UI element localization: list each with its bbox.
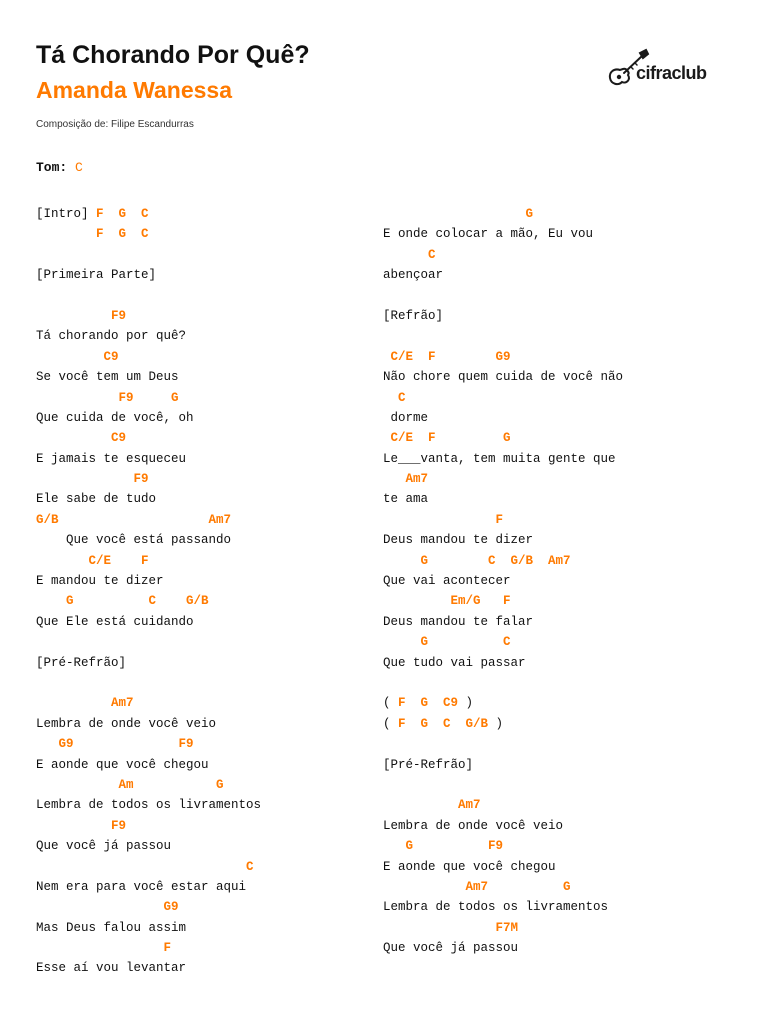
blank-line xyxy=(36,632,261,652)
chord-line[interactable]: C/E F G9 xyxy=(383,349,511,364)
lyric-line: Deus mandou te dizer xyxy=(383,533,534,548)
chord-line[interactable]: C xyxy=(383,390,406,405)
section-heading: [Pré-Refrão] xyxy=(383,757,474,772)
blank-line xyxy=(383,286,623,306)
chord-line[interactable]: C/E F xyxy=(36,553,149,568)
chord-line[interactable]: F9 xyxy=(36,472,149,487)
song-title: Tá Chorando Por Quê? xyxy=(36,41,310,69)
chord-line[interactable]: G xyxy=(383,207,534,221)
chord-line[interactable]: Am7 G xyxy=(383,879,571,894)
lyric-line: Nem era para você estar aqui xyxy=(36,879,247,894)
artist-name[interactable]: Amanda Wanessa xyxy=(36,77,232,103)
lyric-line: Que tudo vai passar xyxy=(383,655,526,670)
lyric-line: Deus mandou te falar xyxy=(383,614,534,629)
lyric-line: Não chore quem cuida de você não xyxy=(383,370,624,385)
chord-line[interactable]: C xyxy=(36,859,254,874)
lyric-line: Que Ele está cuidando xyxy=(36,614,194,629)
chord-group[interactable]: F G C G/B xyxy=(398,716,489,731)
chord-progression-line xyxy=(383,693,623,713)
chord-sheet-left-column xyxy=(36,204,261,979)
logo-text: cifraclub xyxy=(636,63,707,83)
lyric-line: Que vai acontecer xyxy=(383,574,511,589)
chord-line[interactable]: C xyxy=(383,247,436,262)
lyric-line: Mas Deus falou assim xyxy=(36,920,187,935)
lyric-line: Que você já passou xyxy=(383,941,519,956)
blank-line xyxy=(383,734,623,754)
chord-line[interactable]: F G C xyxy=(36,227,149,242)
chord-line[interactable]: C9 xyxy=(36,431,127,446)
lyric-line: Lembra de todos os livramentos xyxy=(36,798,262,813)
blank-line xyxy=(383,326,623,346)
section-heading: [Primeira Parte] xyxy=(36,268,157,283)
blank-line xyxy=(36,245,261,265)
blank-line xyxy=(36,673,261,693)
chord-line[interactable]: Em/G F xyxy=(383,594,511,609)
lyric-line: Que você está passando xyxy=(36,533,232,548)
chord-progression-line xyxy=(36,204,261,224)
chord-line[interactable]: G C G/B Am7 xyxy=(383,553,571,568)
blank-line xyxy=(36,286,261,306)
lyric-line: Que cuida de você, oh xyxy=(36,410,194,425)
lyric-line: Lembra de onde você veio xyxy=(36,716,217,731)
lyric-line: Esse aí vou levantar xyxy=(36,961,187,976)
chord-group[interactable]: F G C xyxy=(96,207,149,221)
blank-line xyxy=(383,775,623,795)
chord-line[interactable]: Am G xyxy=(36,777,224,792)
lyric-line: abençoar xyxy=(383,268,444,283)
lyric-line: E aonde que você chegou xyxy=(383,859,556,874)
chord-line[interactable]: G C xyxy=(383,635,511,650)
blank-line xyxy=(383,673,623,693)
plain-segment: ) xyxy=(458,696,474,711)
cifraclub-logo[interactable] xyxy=(606,46,718,92)
composer-credit: Composição de: Filipe Escandurras xyxy=(36,119,194,130)
lyric-line: Se você tem um Deus xyxy=(36,370,179,385)
chord-sheet-right-column xyxy=(383,204,623,958)
chord-line[interactable]: G C G/B xyxy=(36,594,209,609)
lyric-line: Que você já passou xyxy=(36,839,172,854)
chord-line[interactable]: Am7 xyxy=(383,472,429,487)
plain-segment: [Intro] xyxy=(36,207,97,221)
lyric-line: E jamais te esqueceu xyxy=(36,451,187,466)
chord-line[interactable]: G/B Am7 xyxy=(36,512,232,527)
plain-segment: ) xyxy=(488,716,504,731)
chord-line[interactable]: F9 xyxy=(36,818,127,833)
lyric-line: Le___vanta, tem muita gente que xyxy=(383,451,616,466)
lyric-line: E onde colocar a mão, Eu vou xyxy=(383,227,594,242)
chord-line[interactable]: F xyxy=(383,512,504,527)
chord-line[interactable]: F7M xyxy=(383,920,519,935)
key-label: Tom: xyxy=(36,160,68,175)
chord-line[interactable]: F9 G xyxy=(36,390,179,405)
chord-progression-line xyxy=(383,714,623,734)
chord-line[interactable]: C9 xyxy=(36,349,119,364)
section-heading: [Refrão] xyxy=(383,308,444,323)
key-value[interactable]: C xyxy=(75,160,83,175)
plain-segment: ( xyxy=(383,716,399,731)
section-heading: [Pré-Refrão] xyxy=(36,655,127,670)
chord-line[interactable]: C/E F G xyxy=(383,431,511,446)
lyric-line: E mandou te dizer xyxy=(36,574,164,589)
chord-line[interactable]: G F9 xyxy=(383,839,504,854)
plain-segment: ( xyxy=(383,696,399,711)
lyric-line: te ama xyxy=(383,492,429,507)
chord-line[interactable]: Am7 xyxy=(383,798,481,813)
chord-group[interactable]: F G C9 xyxy=(398,696,459,711)
key-indicator xyxy=(36,160,83,176)
lyric-line: Lembra de onde você veio xyxy=(383,818,564,833)
chord-line[interactable]: F xyxy=(36,941,172,956)
chord-line[interactable]: G9 F9 xyxy=(36,737,194,752)
lyric-line: dorme xyxy=(383,410,429,425)
chord-line[interactable]: F9 xyxy=(36,308,127,323)
chord-line[interactable]: G9 xyxy=(36,900,179,915)
lyric-line: Lembra de todos os livramentos xyxy=(383,900,609,915)
lyric-line: Ele sabe de tudo xyxy=(36,492,157,507)
lyric-line: E aonde que você chegou xyxy=(36,757,209,772)
chord-line[interactable]: Am7 xyxy=(36,696,134,711)
lyric-line: Tá chorando por quê? xyxy=(36,329,187,344)
